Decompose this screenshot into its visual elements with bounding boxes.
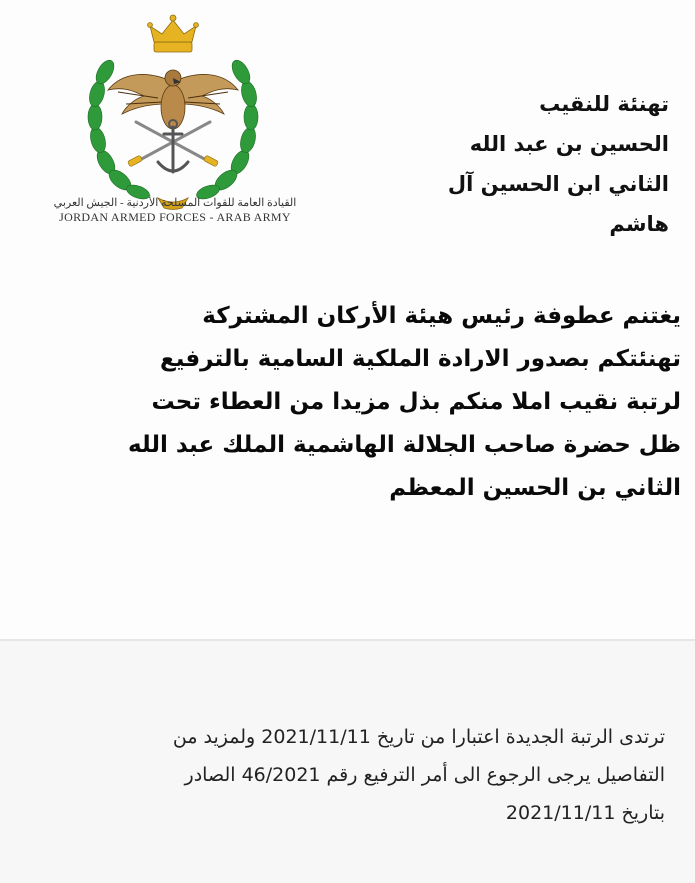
title-line: تهنئة للنقيب [539, 92, 669, 116]
jaf-crest-icon [78, 12, 268, 212]
note-line: ترتدى الرتبة الجديدة اعتبارا من تاريخ 2021/11/11 ولمزيد من [172, 726, 665, 748]
body-line: يغتنم عطوفة رئيس هيئة الأركان المشتركة [202, 303, 681, 329]
congratulation-body [14, 295, 681, 510]
body-line: تهنئتكم بصدور الارادة الملكية السامية بالترفيع [159, 346, 681, 372]
title-line: الحسين بن عبد الله [469, 132, 669, 156]
greeting-title [369, 84, 669, 244]
emblem-english-caption: JORDAN ARMED FORCES - ARAB ARMY [59, 210, 291, 224]
title-line: الثاني ابن الحسين آل [447, 172, 669, 196]
note-line: التفاصيل يرجى الرجوع الى أمر الترفيع رقم 46/2021 الصادر [184, 764, 665, 786]
promotion-note [15, 718, 665, 832]
body-line: الثاني بن الحسين المعظم [389, 475, 681, 501]
body-line: ظل حضرة صاحب الجلالة الهاشمية الملك عبد الله [128, 432, 681, 458]
title-line: هاشم [609, 212, 669, 236]
emblem-arabic-caption: القيادة العامة للقوات المسلحة الأردنية - الجيش العربي [53, 197, 297, 209]
note-line: بتاريخ 2021/11/11 [505, 802, 665, 824]
emblem-caption [30, 196, 320, 225]
crest-graphic [78, 12, 268, 212]
body-line: لرتبة نقيب املا منكم بذل مزيدا من العطاء تحت [151, 389, 681, 415]
